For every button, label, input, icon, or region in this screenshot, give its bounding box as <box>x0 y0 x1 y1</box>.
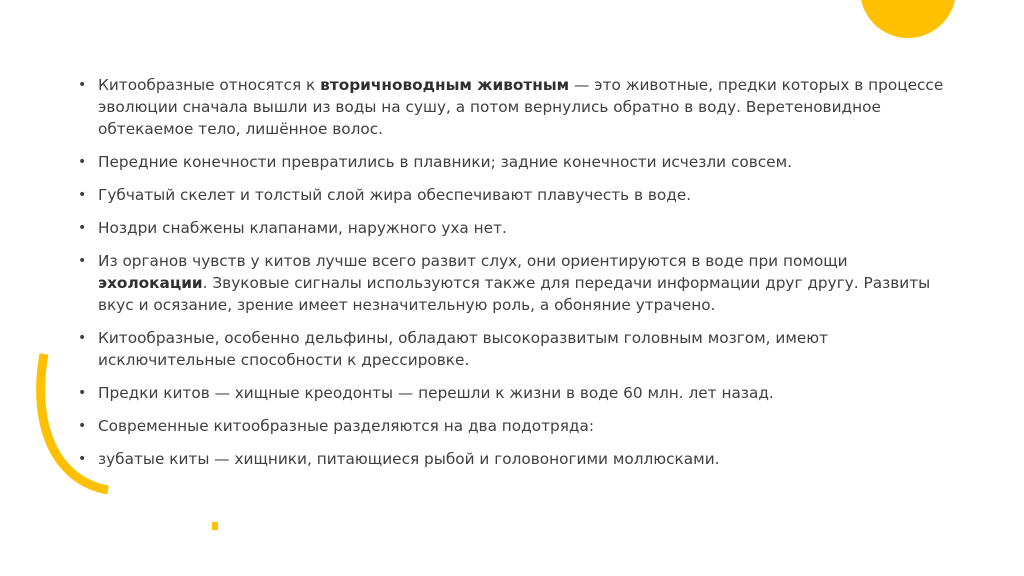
yellow-circle-shape <box>860 0 956 38</box>
bullet-marker: • <box>78 385 87 401</box>
bullet-marker: • <box>78 77 87 93</box>
bold-term-secondary-aquatic: вторичноводным животным <box>320 76 570 94</box>
bullet-text-5b: . Звуковые сигналы используются также для передачи информации друг другу. Развиты вкус и осязание, зрение имеет незначительную роль, а обоняние утрачено. <box>98 274 931 314</box>
bullet-text-3: Губчатый скелет и толстый слой жира обеспечивают плавучесть в воде. <box>98 186 692 204</box>
bullet-marker: • <box>78 451 87 467</box>
bullet-text-2: Передние конечности превратились в плавники; задние конечности исчезли совсем. <box>98 153 792 171</box>
bullet-item-4 <box>78 217 958 239</box>
bullet-item-2 <box>78 151 958 173</box>
yellow-circle-decoration <box>858 0 958 40</box>
bullet-text-7: Предки китов — хищные креодонты — перешли к жизни в воде 60 млн. лет назад. <box>98 384 774 402</box>
bullet-text-9: зубатые киты — хищники, питающиеся рыбой и головоногими моллюсками. <box>98 450 720 468</box>
bullet-marker: • <box>78 220 87 236</box>
bold-term-echolocation: эхолокации <box>98 274 203 292</box>
bullet-marker: • <box>78 418 87 434</box>
bullet-item-8 <box>78 415 958 437</box>
bullet-text-4: Ноздри снабжены клапанами, наружного уха нет. <box>98 219 507 237</box>
bullet-item-7 <box>78 382 958 404</box>
bullet-text-1b: — это животные, предки которых в процессе эволюции сначала вышли из воды на сушу, а потом вернулись обратно в воду. Веретеновидное обтекаемое тело, лишённое волос. <box>98 76 944 138</box>
bullet-item-9 <box>78 448 958 470</box>
bullet-text-8: Современные китообразные разделяются на два подотряда: <box>98 417 595 435</box>
bullet-item-6 <box>78 327 958 371</box>
bullet-text-5a: Из органов чувств у китов лучше всего развит слух, они ориентируются в воде при помощи <box>98 252 848 270</box>
bullet-marker: • <box>78 330 87 346</box>
bullet-marker: • <box>78 154 87 170</box>
bullet-marker: • <box>78 253 87 269</box>
bullet-item-5 <box>78 250 958 316</box>
bullet-text-6: Китообразные, особенно дельфины, обладают высокоразвитым головным мозгом, имеют исключительные способности к дрессировке. <box>98 329 829 369</box>
bullet-item-1 <box>78 74 958 140</box>
bullet-list <box>78 74 958 481</box>
yellow-square-decoration <box>212 522 218 530</box>
bullet-item-3 <box>78 184 958 206</box>
bullet-text-1a: Китообразные относятся к <box>98 76 321 94</box>
bullet-marker: • <box>78 187 87 203</box>
